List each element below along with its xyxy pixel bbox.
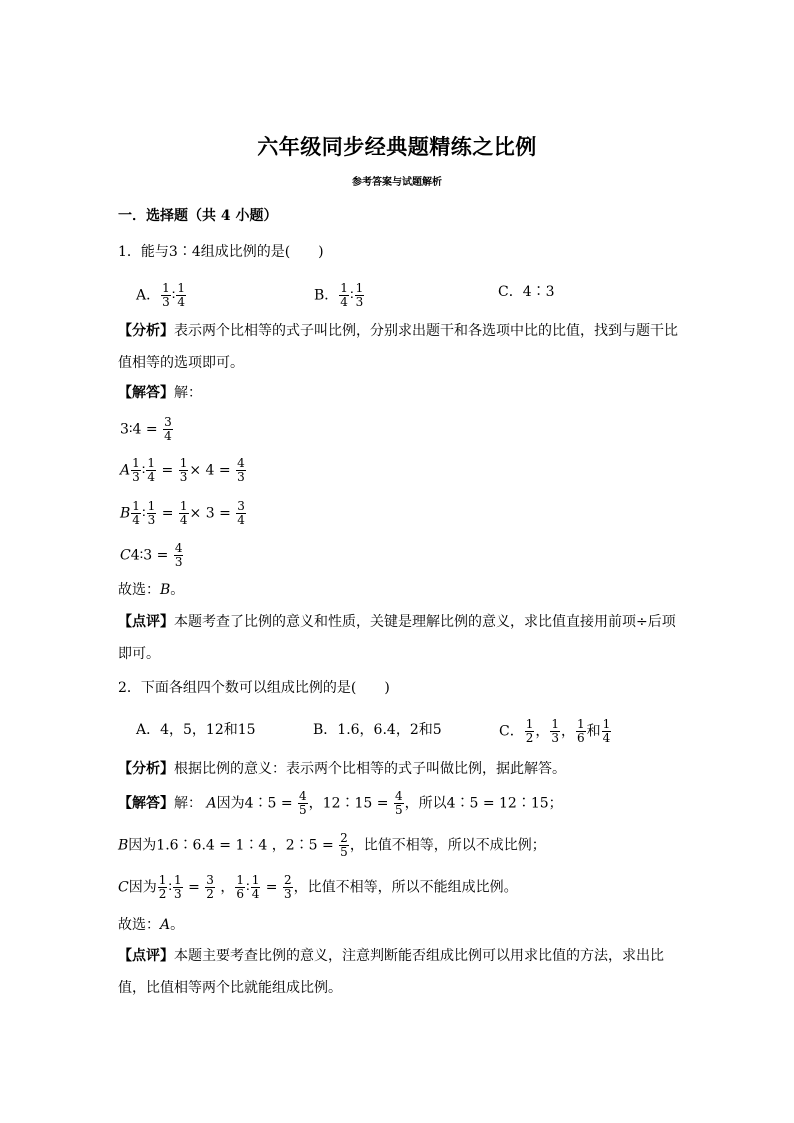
q1-option-b: B． $\frac{1}{4}$ ∶ $\frac{1}{3}$ xyxy=(314,281,364,309)
q2-solution-line-c: C因为 $\frac{1}{2}$ ∶ $\frac{1}{3}$ = $\frac{3}{2}$ ， $\frac{1}{6}$ ∶ $\frac{1}{4}$ = $\frac{2}{3}$ ，比值不相等，所以不能组成比例。 xyxy=(118,873,518,901)
q1-analysis: 【分析】表示两个比相等的式子叫比例，分别求出题干和各选项中比的比值，找到与题干比值相等的选项即可。 xyxy=(118,323,678,371)
q2-solution-line-a: 【解答】解： A因为4∶5 = $\frac{4}{5}$ ，12∶15 = $\frac{4}{5}$ ，所以4∶5 = 12∶15； xyxy=(118,789,563,817)
q2-solution-line-b: B因为1.6∶6.4 = 1∶4 ，2∶5 = $\frac{2}{5}$ ，比值不相等，所以不成比例； xyxy=(118,831,546,859)
q1-solution-line-a: A $\frac{1}{3}$ ∶ $\frac{1}{4}$ = $\frac{1}{3}$ × 4 = $\frac{4}{3}$ xyxy=(120,456,245,484)
q1-choice: 故选：B。 xyxy=(118,582,185,598)
q2-stem: 2．下面各组四个数可以组成比例的是( ) xyxy=(118,680,390,696)
q1-stem: 1．能与3∶4组成比例的是( ) xyxy=(118,244,324,260)
q2-comment: 【点评】本题主要考查比例的意义，注意判断能否组成比例可以用求比值的方法，求出比值，比值相等两个比就能组成比例。 xyxy=(118,948,664,996)
section-heading: 一．选择题（共 4 小题） xyxy=(118,208,278,224)
q1-solution-line-b: B $\frac{1}{4}$ ∶ $\frac{1}{3}$ = $\frac{1}{4}$ × 3 = $\frac{3}{4}$ xyxy=(120,499,245,527)
q2-choice: 故选：A。 xyxy=(118,917,185,933)
q1-option-a: A． $\frac{1}{3}$ ∶ $\frac{1}{4}$ xyxy=(136,281,186,309)
q2-option-a: A．4，5，12和15 xyxy=(136,722,256,738)
page-title: 六年级同步经典题精练之比例 xyxy=(257,134,537,159)
q1-answer: 【解答】解： xyxy=(118,385,202,401)
q1-option-c: C．4∶3 xyxy=(498,284,555,300)
q1-solution-line-c: C4∶3 = $\frac{4}{3}$ xyxy=(120,541,183,569)
q2-option-b: B．1.6，6.4，2和5 xyxy=(313,722,442,738)
q1-comment: 【点评】本题考查了比例的意义和性质，关键是理解比例的意义，求比值直接用前项÷后项即可。 xyxy=(118,614,676,662)
q2-analysis: 【分析】根据比例的意义：表示两个比相等的式子叫做比例，据此解答。 xyxy=(118,761,566,777)
q2-option-c: C． $\frac{1}{2}$ ， $\frac{1}{3}$ ， $\frac{1}{6}$ 和 $\frac{1}{4}$ xyxy=(499,717,611,745)
q1-solution-line-1: 3∶4 = $\frac{3}{4}$ xyxy=(120,415,172,443)
page-subtitle: 参考答案与试题解析 xyxy=(352,177,442,188)
